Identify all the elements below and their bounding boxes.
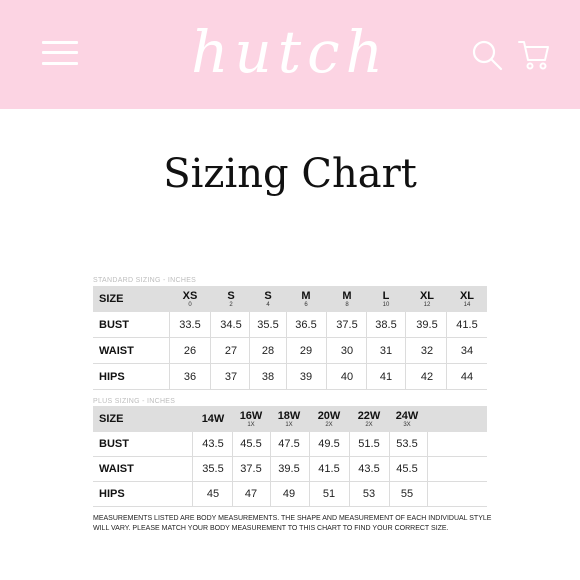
plus-value: 51.5 [358, 438, 380, 450]
plus-size-name: 20W [317, 409, 341, 422]
standard-value: 35.5 [257, 318, 279, 331]
standard-value-cell [170, 312, 210, 337]
standard-row-label: BUST [99, 318, 129, 331]
standard-sizing-label: STANDARD SIZING - INCHES [93, 277, 197, 284]
plus-value: 41.5 [318, 463, 340, 475]
standard-size-col-5 [366, 286, 406, 312]
search-icon[interactable] [470, 38, 504, 72]
plus-size-col-1 [231, 406, 271, 432]
plus-size-table [93, 406, 487, 507]
standard-value: 34.5 [220, 318, 242, 331]
hamburger-menu-icon[interactable] [42, 38, 78, 68]
standard-header-row [93, 286, 487, 312]
plus-size-name: 22W [357, 409, 381, 422]
standard-size-number: 10 [382, 301, 390, 308]
plus-size-number: 1X [285, 421, 293, 428]
plus-value-cell [309, 482, 349, 506]
plus-value-cell [309, 457, 349, 481]
plus-row-label: WAIST [99, 463, 134, 475]
plus-value-cell [387, 482, 427, 506]
plus-row-bust [93, 432, 487, 457]
plus-sizing-label: PLUS SIZING - INCHES [93, 398, 176, 405]
standard-value-cell [447, 338, 487, 363]
standard-size-col-3 [286, 286, 326, 312]
plus-header-row [93, 406, 487, 432]
brand-logo[interactable]: hutch [191, 18, 389, 86]
plus-value-cell [269, 457, 309, 481]
standard-value: 33.5 [179, 318, 201, 331]
standard-size-col-7 [447, 286, 487, 312]
plus-header-label: SIZE [99, 413, 124, 425]
standard-value-cell [211, 312, 251, 337]
plus-value: 39.5 [278, 463, 300, 475]
standard-size-col-1 [211, 286, 251, 312]
standard-size-number: 6 [304, 301, 308, 308]
plus-value-cell [309, 432, 349, 456]
standard-value-cell [286, 338, 326, 363]
standard-value: 29 [299, 344, 313, 357]
standard-value: 39 [299, 370, 313, 383]
standard-row-hips [93, 364, 487, 390]
plus-column-divider [427, 482, 428, 506]
standard-row-bust [93, 312, 487, 338]
plus-value: 53.5 [396, 438, 418, 450]
plus-value: 43.5 [358, 463, 380, 475]
standard-size-number: 8 [345, 301, 349, 308]
standard-size-col-2 [248, 286, 288, 312]
standard-header-label: SIZE [99, 293, 124, 305]
standard-size-name: M [301, 289, 311, 302]
plus-value-cell [349, 432, 389, 456]
standard-value-cell [327, 364, 367, 389]
standard-value-cell [211, 364, 251, 389]
standard-value: 44 [460, 370, 474, 383]
plus-value: 35.5 [202, 463, 224, 475]
standard-size-name: XL [419, 289, 435, 302]
standard-size-number: 4 [266, 301, 270, 308]
standard-size-number: 0 [188, 301, 192, 308]
measurement-footnote: MEASUREMENTS LISTED ARE BODY MEASUREMENTS. THE SHAPE AND MEASUREMENT OF EACH INDIVIDUAL STYLE WILL VARY. PLEASE MATCH YOUR BODY MEASUREMENT TO THIS CHART TO FIND YOUR CORRECT SIZE. [93, 515, 492, 532]
standard-value-cell [366, 338, 406, 363]
standard-size-col-0 [170, 286, 210, 312]
standard-size-number: 12 [423, 301, 431, 308]
plus-row-waist [93, 457, 487, 482]
standard-row-label: WAIST [99, 344, 134, 357]
plus-size-col-3 [309, 406, 349, 432]
standard-value: 37.5 [336, 318, 358, 331]
standard-value-cell [286, 312, 326, 337]
standard-value: 37 [224, 370, 238, 383]
standard-value-cell [407, 312, 447, 337]
standard-value-cell [248, 364, 288, 389]
standard-size-name: XL [459, 289, 475, 302]
shopping-cart-icon[interactable] [517, 38, 551, 72]
standard-value: 30 [340, 344, 354, 357]
plus-value-cell [387, 432, 427, 456]
standard-value: 41.5 [456, 318, 478, 331]
standard-value: 36.5 [295, 318, 317, 331]
standard-value-cell [407, 338, 447, 363]
standard-value: 39.5 [416, 318, 438, 331]
standard-value: 36 [183, 370, 197, 383]
plus-size-name: 14W [201, 413, 225, 425]
standard-value: 28 [261, 344, 275, 357]
page-title: Sizing Chart [163, 151, 417, 197]
plus-value: 51 [322, 488, 336, 500]
plus-column-divider [427, 432, 428, 456]
plus-value-cell [231, 482, 271, 506]
standard-value: 27 [224, 344, 238, 357]
standard-value-cell [447, 364, 487, 389]
standard-row-waist [93, 338, 487, 364]
standard-value: 32 [420, 344, 434, 357]
plus-size-number: 1X [247, 421, 255, 428]
plus-size-col-2 [269, 406, 309, 432]
standard-value-cell [327, 312, 367, 337]
plus-value: 55 [400, 488, 414, 500]
plus-value-cell [349, 457, 389, 481]
standard-value-cell [248, 338, 288, 363]
standard-value: 41 [379, 370, 393, 383]
plus-value-cell [349, 482, 389, 506]
plus-value-cell [387, 457, 427, 481]
plus-value: 49.5 [318, 438, 340, 450]
plus-value-cell [193, 432, 233, 456]
standard-size-name: S [227, 289, 235, 302]
standard-row-label: HIPS [99, 370, 125, 383]
standard-size-name: L [382, 289, 390, 302]
standard-value-cell [170, 338, 210, 363]
plus-row-label: HIPS [99, 488, 125, 500]
plus-value: 45 [206, 488, 220, 500]
plus-value: 53 [362, 488, 376, 500]
standard-value-cell [327, 338, 367, 363]
plus-value: 45.5 [240, 438, 262, 450]
standard-value: 38 [261, 370, 275, 383]
plus-value: 45.5 [396, 463, 418, 475]
standard-value: 38.5 [375, 318, 397, 331]
plus-size-number: 2X [365, 421, 373, 428]
standard-size-col-4 [327, 286, 367, 312]
standard-value: 31 [379, 344, 393, 357]
standard-value: 42 [420, 370, 434, 383]
plus-size-name: 16W [239, 409, 263, 422]
plus-size-col-0 [193, 406, 233, 432]
standard-value-cell [248, 312, 288, 337]
plus-row-label: BUST [99, 438, 129, 450]
plus-value: 49 [282, 488, 296, 500]
standard-value-cell [407, 364, 447, 389]
standard-value: 40 [340, 370, 354, 383]
standard-value-cell [170, 364, 210, 389]
plus-value: 47 [244, 488, 258, 500]
standard-value-cell [286, 364, 326, 389]
plus-size-name: 18W [277, 409, 301, 422]
plus-size-number: 2X [325, 421, 333, 428]
plus-value: 43.5 [202, 438, 224, 450]
standard-value: 34 [460, 344, 474, 357]
standard-size-name: M [342, 289, 352, 302]
plus-value-cell [193, 457, 233, 481]
plus-size-col-4 [349, 406, 389, 432]
standard-value-cell [366, 312, 406, 337]
plus-value-cell [269, 432, 309, 456]
plus-value: 47.5 [278, 438, 300, 450]
plus-value: 37.5 [240, 463, 262, 475]
plus-value-cell [231, 432, 271, 456]
standard-size-number: 14 [463, 301, 471, 308]
site-header [0, 0, 580, 109]
standard-value-cell [211, 338, 251, 363]
standard-value-cell [447, 312, 487, 337]
plus-size-name: 24W [395, 409, 419, 422]
standard-size-table [93, 286, 487, 390]
plus-column-divider [427, 457, 428, 481]
plus-value-cell [269, 482, 309, 506]
standard-size-col-6 [407, 286, 447, 312]
standard-size-number: 2 [229, 301, 233, 308]
plus-value-cell [231, 457, 271, 481]
standard-size-name: XS [182, 289, 198, 302]
standard-value-cell [366, 364, 406, 389]
plus-row-hips [93, 482, 487, 507]
plus-value-cell [193, 482, 233, 506]
standard-value: 26 [183, 344, 197, 357]
plus-size-col-5 [387, 406, 427, 432]
standard-size-name: S [264, 289, 272, 302]
plus-size-number: 3X [403, 421, 411, 428]
